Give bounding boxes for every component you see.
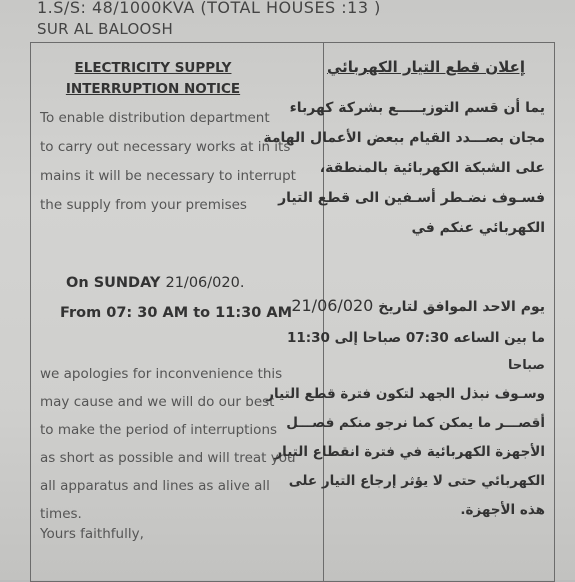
arabic-closing-line: الكهربائي حتى لا يؤثر إرجاع التيار على	[288, 473, 545, 489]
substation-line: 1.S/S: 48/1000KVA (TOTAL HOUSES :13 )	[37, 0, 381, 17]
arabic-body-line: الكهربائي عنكم في	[411, 220, 545, 236]
arabic-body-line: يما أن قسم التوزيـــــع بشركة كهرباء	[289, 100, 545, 116]
english-title	[48, 58, 258, 100]
english-closing	[40, 366, 296, 534]
arabic-title: إعلان قطع التيار الكهربائي	[326, 58, 525, 76]
english-closing-line: we apologies for inconvenience this	[40, 366, 283, 382]
english-body	[40, 110, 296, 226]
arabic-time: ما بين الساعه 07:30 صباحا إلى 11:30	[286, 330, 545, 346]
arabic-closing-line: وسـوف نبذل الجهد لتكون فترة قطع التيار	[266, 386, 545, 402]
english-date	[66, 275, 244, 291]
arabic-closing	[266, 386, 545, 531]
english-body-line: mains it will be necessary to interrupt	[40, 168, 296, 184]
english-body-line: the supply from your premises	[40, 197, 247, 213]
english-body-line: To enable distribution department	[40, 110, 270, 126]
arabic-closing-line: هذه الأجهزة.	[460, 502, 545, 518]
english-title-line1: ELECTRICITY SUPPLY	[74, 60, 232, 76]
arabic-body-line: فسـوف نضـطر أسـفين الى قطع التيار	[278, 190, 545, 206]
english-closing-line: to make the period of interruptions	[40, 422, 278, 438]
english-closing-line: may cause and we will do our best	[40, 394, 275, 410]
english-date-label: On SUNDAY	[66, 275, 161, 291]
english-date-value: 21/06/020.	[165, 275, 245, 291]
english-closing-line: as short as possible and will treat you	[40, 450, 296, 466]
arabic-body-line: مجان بصـــدد القيام ببعض الأعمال الهامة	[263, 130, 545, 146]
arabic-closing-line: الأجهزة الكهربائية في فترة انقطاع التيار	[274, 444, 545, 460]
location-line: SUR AL BALOOSH	[37, 20, 174, 38]
arabic-date	[285, 296, 545, 315]
english-body-line: to carry out necessary works at in its	[40, 139, 291, 155]
english-signoff: Yours faithfully,	[40, 526, 144, 542]
arabic-date-value: 21/06/020	[291, 296, 374, 315]
arabic-body	[263, 100, 545, 250]
arabic-time-suffix: صباحا	[507, 358, 545, 373]
english-closing-line: times.	[40, 506, 82, 522]
english-time: From 07: 30 AM to 11:30 AM	[60, 305, 292, 321]
english-title-line2: INTERRUPTION NOTICE	[65, 81, 241, 97]
arabic-body-line: على الشبكة الكهربائية بالمنطقة،	[319, 160, 545, 176]
arabic-date-prefix: يوم الاحد الموافق لتاريخ	[378, 299, 545, 315]
english-closing-line: all apparatus and lines as alive all	[40, 478, 270, 494]
arabic-closing-line: أقصـــر ما يمكن كما نرجو منكم فصـــل	[286, 415, 545, 431]
